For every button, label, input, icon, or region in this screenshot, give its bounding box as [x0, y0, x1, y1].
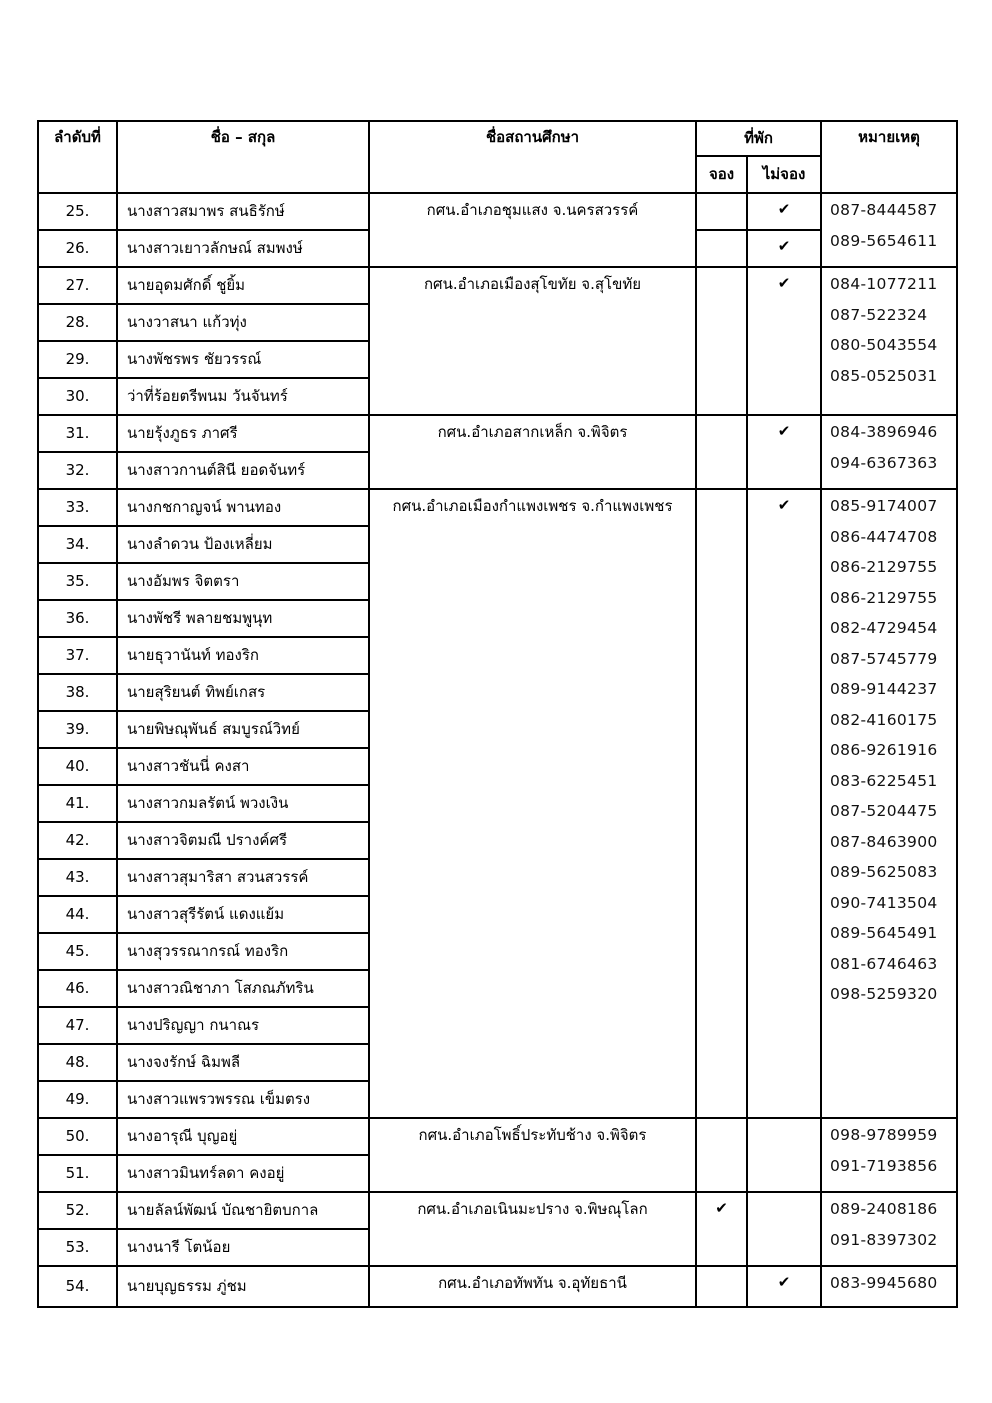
row-number: 29.	[38, 341, 117, 378]
document-page	[37, 120, 958, 1308]
person-name: นางพัชรพร ชัยวรรณ์	[117, 341, 369, 378]
row-number: 44.	[38, 896, 117, 933]
row-number: 50.	[38, 1118, 117, 1155]
phone-notes	[821, 489, 957, 1118]
table-row	[38, 1266, 957, 1307]
booked-cell	[696, 193, 747, 230]
table-row	[38, 489, 957, 526]
phone-number: 094-6367363	[830, 453, 938, 472]
phone-number: 084-1077211	[830, 275, 938, 293]
phone-number: 089-5625083	[830, 863, 938, 881]
phone-number: 084-3896946	[830, 423, 938, 441]
row-number: 41.	[38, 785, 117, 822]
phone-number: 089-5645491	[830, 924, 938, 942]
phone-number: 091-7193856	[830, 1156, 938, 1175]
row-number: 32.	[38, 452, 117, 489]
checkmark-icon: ✔	[777, 237, 791, 255]
phone-number: 087-5204475	[830, 802, 938, 820]
phone-number: 085-9174007	[830, 497, 938, 515]
booked-cell	[696, 489, 747, 1118]
table-row	[38, 267, 957, 304]
not-booked-cell	[747, 489, 821, 1118]
phone-number: 080-5043554	[830, 336, 938, 354]
row-number: 52.	[38, 1192, 117, 1229]
row-number: 33.	[38, 489, 117, 526]
person-name: นางจงรักษ์ ฉิมพลี	[117, 1044, 369, 1081]
person-name: นายอุดมศักดิ์ ชูยิ้ม	[117, 267, 369, 304]
person-name: นางอารุณี บุญอยู่	[117, 1118, 369, 1155]
phone-number: 090-7413504	[830, 893, 938, 912]
not-booked-cell	[747, 193, 821, 230]
booked-cell	[696, 1192, 747, 1266]
row-number: 28.	[38, 304, 117, 341]
phone-number: 083-9945680	[830, 1274, 938, 1292]
table-row	[38, 415, 957, 452]
not-booked-cell	[747, 1118, 821, 1192]
row-number: 34.	[38, 526, 117, 563]
person-name: นางสาวสุมาริสา สวนสวรรค์	[117, 859, 369, 896]
header-index: ลำดับที่	[38, 121, 117, 193]
person-name: นางสาวชันนี่ คงสา	[117, 748, 369, 785]
phone-number: 082-4160175	[830, 710, 938, 729]
person-name: นางปริญญา กนาณร	[117, 1007, 369, 1044]
phone-number: 086-9261916	[830, 741, 938, 759]
booked-cell	[696, 1118, 747, 1192]
checkmark-icon: ✔	[777, 422, 791, 440]
school-name: กศน.อำเภอสากเหล็ก จ.พิจิตร	[369, 415, 696, 489]
person-name: นางอัมพร จิตตรา	[117, 563, 369, 600]
person-name: นางวาสนา แก้วทุ่ง	[117, 304, 369, 341]
header-note: หมายเหตุ	[821, 121, 957, 193]
school-name: กศน.อำเภอเมืองกำแพงเพชร จ.กำแพงเพชร	[369, 489, 696, 1118]
row-number: 31.	[38, 415, 117, 452]
phone-number: 086-2129755	[830, 588, 938, 607]
row-number: 30.	[38, 378, 117, 415]
checkmark-icon: ✔	[715, 1199, 728, 1217]
row-number: 39.	[38, 711, 117, 748]
header-booked: จอง	[696, 156, 747, 193]
not-booked-cell	[747, 230, 821, 267]
person-name: นายลัลน์พัฒน์ บัณชายิตบกาล	[117, 1192, 369, 1229]
person-name: นายสุริยนต์ ทิพย์เกสร	[117, 674, 369, 711]
checkmark-icon: ✔	[777, 200, 791, 218]
row-number: 51.	[38, 1155, 117, 1192]
row-number: 42.	[38, 822, 117, 859]
person-name: นางลำดวน ป้องเหลี่ยม	[117, 526, 369, 563]
person-name: นางสาวมินทร์ลดา คงอยู่	[117, 1155, 369, 1192]
header-accommodation: ที่พัก	[696, 121, 821, 156]
phone-number: 098-9789959	[830, 1126, 938, 1144]
phone-notes	[821, 267, 957, 415]
table-row	[38, 193, 957, 230]
phone-number: 089-9144237	[830, 680, 938, 698]
phone-number: 082-4729454	[830, 619, 938, 637]
checkmark-icon: ✔	[777, 274, 791, 292]
phone-number: 098-5259320	[830, 985, 938, 1003]
phone-number: 089-5654611	[830, 231, 938, 250]
person-name: นางสาวจิตมณี ปรางค์ศรี	[117, 822, 369, 859]
header-school: ชื่อสถานศึกษา	[369, 121, 696, 193]
person-name: นางสาวณิชาภา โสภณภัทริน	[117, 970, 369, 1007]
phone-notes	[821, 1192, 957, 1266]
row-number: 37.	[38, 637, 117, 674]
row-number: 49.	[38, 1081, 117, 1118]
phone-number: 086-4474708	[830, 527, 938, 546]
phone-number: 087-522324	[830, 305, 928, 324]
row-number: 36.	[38, 600, 117, 637]
table-row	[38, 1118, 957, 1155]
checkmark-icon: ✔	[777, 1273, 791, 1291]
checkmark-icon: ✔	[777, 496, 791, 514]
phone-number: 086-2129755	[830, 558, 938, 576]
person-name: นายพิษณุพันธ์ สมบูรณ์วิทย์	[117, 711, 369, 748]
school-name: กศน.อำเภอโพธิ์ประทับช้าง จ.พิจิตร	[369, 1118, 696, 1192]
school-name: กศน.อำเภอทัพทัน จ.อุทัยธานี	[369, 1266, 696, 1307]
school-name: กศน.อำเภอเนินมะปราง จ.พิษณุโลก	[369, 1192, 696, 1266]
person-name: นางสาวเยาวลักษณ์ สมพงษ์	[117, 230, 369, 267]
person-name: นางสาวแพรวพรรณ เข็มตรง	[117, 1081, 369, 1118]
row-number: 25.	[38, 193, 117, 230]
person-name: นางสาวสมาพร สนธิรักษ์	[117, 193, 369, 230]
header-not-booked: ไม่จอง	[747, 156, 821, 193]
booked-cell	[696, 267, 747, 415]
person-name: นายบุญธรรม ภู่ชม	[117, 1266, 369, 1307]
row-number: 38.	[38, 674, 117, 711]
person-name: นางนารี โตน้อย	[117, 1229, 369, 1266]
person-name: นายรุ้งภูธร ภาศรี	[117, 415, 369, 452]
booked-cell	[696, 415, 747, 489]
person-name: นางสาวสุรีรัตน์ แดงแย้ม	[117, 896, 369, 933]
not-booked-cell	[747, 1266, 821, 1307]
phone-number: 083-6225451	[830, 771, 938, 790]
school-name: กศน.อำเภอชุมแสง จ.นครสวรรค์	[369, 193, 696, 267]
row-number: 27.	[38, 267, 117, 304]
row-number: 43.	[38, 859, 117, 896]
row-number: 40.	[38, 748, 117, 785]
booked-cell	[696, 230, 747, 267]
booked-cell	[696, 1266, 747, 1307]
person-name: นางสาวกานต์สินี ยอดจันทร์	[117, 452, 369, 489]
row-number: 46.	[38, 970, 117, 1007]
person-name: ว่าที่ร้อยตรีพนม วันจันทร์	[117, 378, 369, 415]
phone-notes	[821, 193, 957, 267]
person-name: นางสาวกมลรัตน์ พวงเงิน	[117, 785, 369, 822]
header-name: ชื่อ – สกุล	[117, 121, 369, 193]
not-booked-cell	[747, 1192, 821, 1266]
phone-notes	[821, 415, 957, 489]
row-number: 54.	[38, 1266, 117, 1307]
phone-number: 087-8444587	[830, 201, 938, 219]
person-name: นายธุวานันท์ ทองริก	[117, 637, 369, 674]
person-name: นางกชกาญจน์ พานทอง	[117, 489, 369, 526]
phone-number: 089-2408186	[830, 1200, 938, 1218]
row-number: 35.	[38, 563, 117, 600]
accommodation-roster-table	[37, 120, 958, 1308]
phone-notes	[821, 1118, 957, 1192]
not-booked-cell	[747, 415, 821, 489]
phone-number: 085-0525031	[830, 366, 938, 385]
person-name: นางพัชรี พลายชมพูนุท	[117, 600, 369, 637]
school-name: กศน.อำเภอเมืองสุโขทัย จ.สุโขทัย	[369, 267, 696, 415]
phone-notes	[821, 1266, 957, 1307]
table-row	[38, 1192, 957, 1229]
phone-number: 087-5745779	[830, 649, 938, 668]
row-number: 26.	[38, 230, 117, 267]
not-booked-cell	[747, 267, 821, 415]
row-number: 48.	[38, 1044, 117, 1081]
row-number: 47.	[38, 1007, 117, 1044]
phone-number: 081-6746463	[830, 954, 938, 973]
phone-number: 091-8397302	[830, 1230, 938, 1249]
row-number: 45.	[38, 933, 117, 970]
row-number: 53.	[38, 1229, 117, 1266]
person-name: นางสุวรรณากรณ์ ทองริก	[117, 933, 369, 970]
phone-number: 087-8463900	[830, 832, 938, 851]
